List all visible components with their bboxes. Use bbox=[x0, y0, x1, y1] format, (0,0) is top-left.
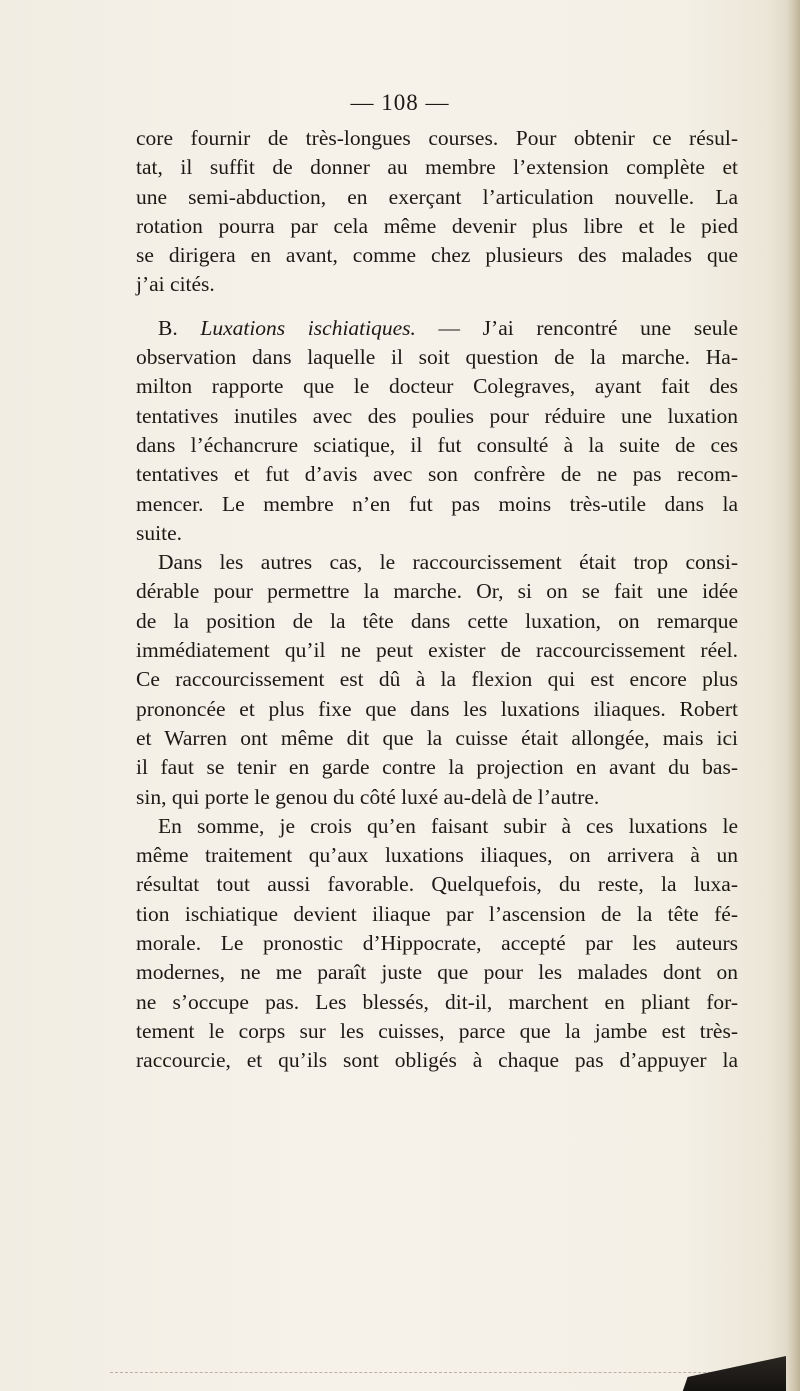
text-line: une semi-abduction, en exerçant l’articulation nouvelle. La bbox=[136, 184, 738, 209]
text-line: milton rapporte que le docteur Colegraves, ayant fait des bbox=[136, 374, 738, 399]
text-line: il faut se tenir en garde contre la projection en avant du bas- bbox=[136, 755, 738, 780]
text-line: Ce raccourcissement est dû à la flexion qui est encore plus bbox=[136, 667, 738, 692]
text-line: En somme, je crois qu’en faisant subir à ces luxations le bbox=[158, 813, 738, 838]
text-line: tement le corps sur les cuisses, parce que la jambe est très- bbox=[136, 1018, 738, 1043]
text-line: tat, il suffit de donner au membre l’extension complète et bbox=[136, 155, 738, 180]
text-line: suite. bbox=[136, 520, 182, 545]
text-line: même traitement qu’aux luxations iliaques, on arrivera à un bbox=[136, 843, 738, 868]
text-line: dans l’échancrure sciatique, il fut consulté à la suite de ces bbox=[136, 432, 738, 457]
text-line: j’ai cités. bbox=[136, 272, 215, 297]
page-bottom-rule bbox=[110, 1372, 776, 1374]
text-line: résultat tout aussi favorable. Quelquefois, du reste, la luxa- bbox=[136, 872, 738, 897]
text-line: dérable pour permettre la marche. Or, si on se fait une idée bbox=[136, 579, 738, 604]
paragraph-3 bbox=[136, 548, 738, 812]
text-line: Dans les autres cas, le raccourcissement était trop consi- bbox=[158, 550, 738, 575]
body-text bbox=[136, 124, 738, 1076]
section-heading-line bbox=[136, 314, 738, 343]
text-line: tion ischiatique devient iliaque par l’ascension de la tête fé- bbox=[136, 901, 738, 926]
text-line: mencer. Le membre n’en fut pas moins très-utile dans la bbox=[136, 491, 738, 516]
paragraph-1 bbox=[136, 124, 738, 300]
text-line: immédiatement qu’il ne peut exister de raccourcissement réel. bbox=[136, 638, 738, 663]
text-line: modernes, ne me paraît juste que pour les malades dont on bbox=[136, 960, 738, 985]
text-line: de la position de la tête dans cette luxation, on remarque bbox=[136, 608, 738, 633]
text-line: prononcée et plus fixe que dans les luxations iliaques. Robert bbox=[136, 696, 738, 721]
text-line: tentatives inutiles avec des poulies pour réduire une luxation bbox=[136, 403, 738, 428]
section-label: B. bbox=[158, 315, 178, 340]
section-title: Luxations ischiatiques. bbox=[200, 315, 416, 340]
paragraph-4 bbox=[136, 812, 738, 1076]
text-line: observation dans laquelle il soit question de la marche. Ha- bbox=[136, 345, 738, 370]
text-line: sin, qui porte le genou du côté luxé au-delà de l’autre. bbox=[136, 784, 600, 809]
text-line: raccourcie, et qu’ils sont obligés à chaque pas d’appuyer la bbox=[136, 1048, 738, 1073]
text-line: se dirigera en avant, comme chez plusieurs des malades que bbox=[136, 243, 738, 268]
paragraph-gap bbox=[136, 300, 738, 314]
text-line: morale. Le pronostic d’Hippocrate, accepté par les auteurs bbox=[136, 931, 738, 956]
text-fragment: — J’ai rencontré une seule bbox=[438, 315, 739, 340]
text-line: et Warren ont même dit que la cuisse était allongée, mais ici bbox=[136, 725, 738, 750]
text-line: core fournir de très-longues courses. Pour obtenir ce résul- bbox=[136, 126, 738, 150]
page-edge bbox=[786, 0, 800, 1391]
page-number: — 108 — bbox=[350, 90, 450, 115]
text-line: tentatives et fut d’avis avec son confrère de ne pas recom- bbox=[136, 462, 738, 487]
paragraph-2 bbox=[136, 314, 738, 548]
text-line: rotation pourra par cela même devenir plus libre et le pied bbox=[136, 213, 738, 238]
text-line: ne s’occupe pas. Les blessés, dit-il, marchent en pliant for- bbox=[136, 989, 738, 1014]
